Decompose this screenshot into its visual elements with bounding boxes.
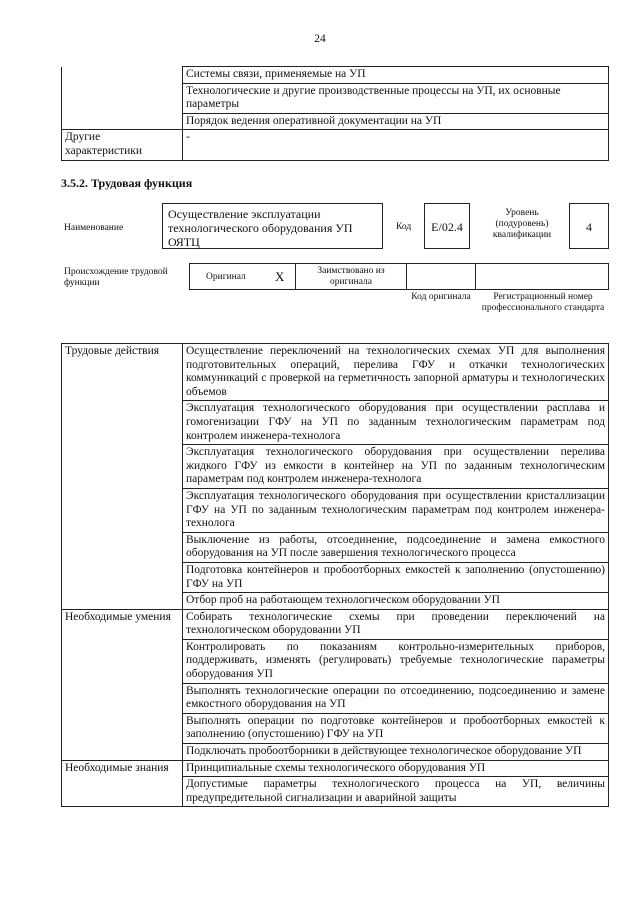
row-label: Необходимые умения bbox=[62, 609, 183, 760]
table-cell: Подготовка контейнеров и пробоотборных емкостей к заполнению (опустошению) ГФУ на УП bbox=[183, 562, 609, 592]
code-label: Код bbox=[396, 222, 412, 232]
table-cell: Эксплуатация технологического оборудования при осуществлении расплава и гомогенизации ГФУ на УП по заданным технологическим параметрам под контролем инженера-технолога bbox=[183, 401, 609, 445]
level-label: Уровень (подуровень) квалификации bbox=[492, 208, 552, 240]
function-code: E/02.4 bbox=[424, 203, 470, 249]
table-row bbox=[62, 67, 609, 84]
table-cell: Эксплуатация технологического оборудования при осуществлении кристаллизации ГФУ на УП по заданным технологическим параметрам под контролем инженера-технолога bbox=[183, 488, 609, 532]
table-row bbox=[62, 760, 609, 777]
table-cell: Осуществление переключений на технологических схемах УП для выполнения подготовительных операций, перелива ГФУ и откачки технологических коммуникаций с проверкой на герметичность запорной арматуры и технологических объемов bbox=[183, 344, 609, 401]
original-label: Оригинал bbox=[206, 272, 246, 282]
reg-caption: Регистрационный номер профессионального стандарта bbox=[481, 292, 605, 313]
origin-label: Происхождение трудовой функции bbox=[64, 267, 168, 288]
table-cell: Подключать пробоотборники в действующее технологическое оборудование УП bbox=[183, 744, 609, 761]
table-cell: Системы связи, применяемые на УП bbox=[183, 67, 609, 84]
borrowed-label: Заимствовано из оригинала bbox=[295, 263, 407, 290]
table-cell: Эксплуатация технологического оборудования при осуществлении перелива жидкого ГФУ из емкости в контейнер на УП по заданным технологическим параметрам под контролем инженера-технолога bbox=[183, 445, 609, 489]
table-row bbox=[62, 609, 609, 639]
characteristics-table bbox=[61, 66, 609, 161]
table-cell: Порядок ведения оперативной документации на УП bbox=[183, 113, 609, 130]
row-label: Другие характеристики bbox=[62, 130, 183, 160]
row-label: Трудовые действия bbox=[62, 344, 183, 610]
row-label bbox=[62, 67, 183, 130]
reg-number-cell bbox=[475, 263, 609, 290]
table-cell: Выключение из работы, отсоединение, подсоединение и замена емкостного оборудования на УП после завершения технологического процесса bbox=[183, 532, 609, 562]
table-cell: Технологические и другие производственные процессы на УП, их основные параметры bbox=[183, 83, 609, 113]
table-cell: - bbox=[183, 130, 609, 160]
table-cell: Принципиальные схемы технологического оборудования УП bbox=[183, 760, 609, 777]
function-name: Осуществление эксплуатации технологического оборудования УП ОЯТЦ bbox=[162, 203, 383, 249]
table-row bbox=[62, 130, 609, 160]
table-row bbox=[62, 344, 609, 401]
qualification-level: 4 bbox=[569, 203, 609, 249]
table-cell: Собирать технологические схемы при проведении переключений на технологическом оборудовании УП bbox=[183, 609, 609, 639]
code-caption: Код оригинала bbox=[411, 292, 471, 302]
table-cell: Отбор проб на работающем технологическом оборудовании УП bbox=[183, 593, 609, 610]
original-mark: X bbox=[275, 269, 285, 284]
table-cell: Контролировать по показаниям контрольно-измерительных приборов, поддерживать, изменять (регулировать) требуемые технологические параметры оборудования УП bbox=[183, 639, 609, 683]
name-label: Наименование bbox=[64, 223, 124, 233]
table-cell: Допустимые параметры технологического процесса на УП, величины предупредительной сигнализации и аварийной защиты bbox=[183, 777, 609, 807]
table-cell: Выполнять операции по подготовке контейнеров и пробоотборных емкостей к заполнению (опустошению) ГФУ на УП bbox=[183, 713, 609, 743]
original-code-cell bbox=[406, 263, 476, 290]
original-cell bbox=[189, 263, 296, 290]
table-cell: Выполнять технологические операции по отсоединению, подсоединению и замене емкостного оборудования на УП bbox=[183, 683, 609, 713]
section-title: 3.5.2. Трудовая функция bbox=[61, 176, 193, 190]
page-number: 24 bbox=[314, 33, 326, 45]
row-label: Необходимые знания bbox=[62, 760, 183, 807]
function-details-table bbox=[61, 343, 609, 807]
